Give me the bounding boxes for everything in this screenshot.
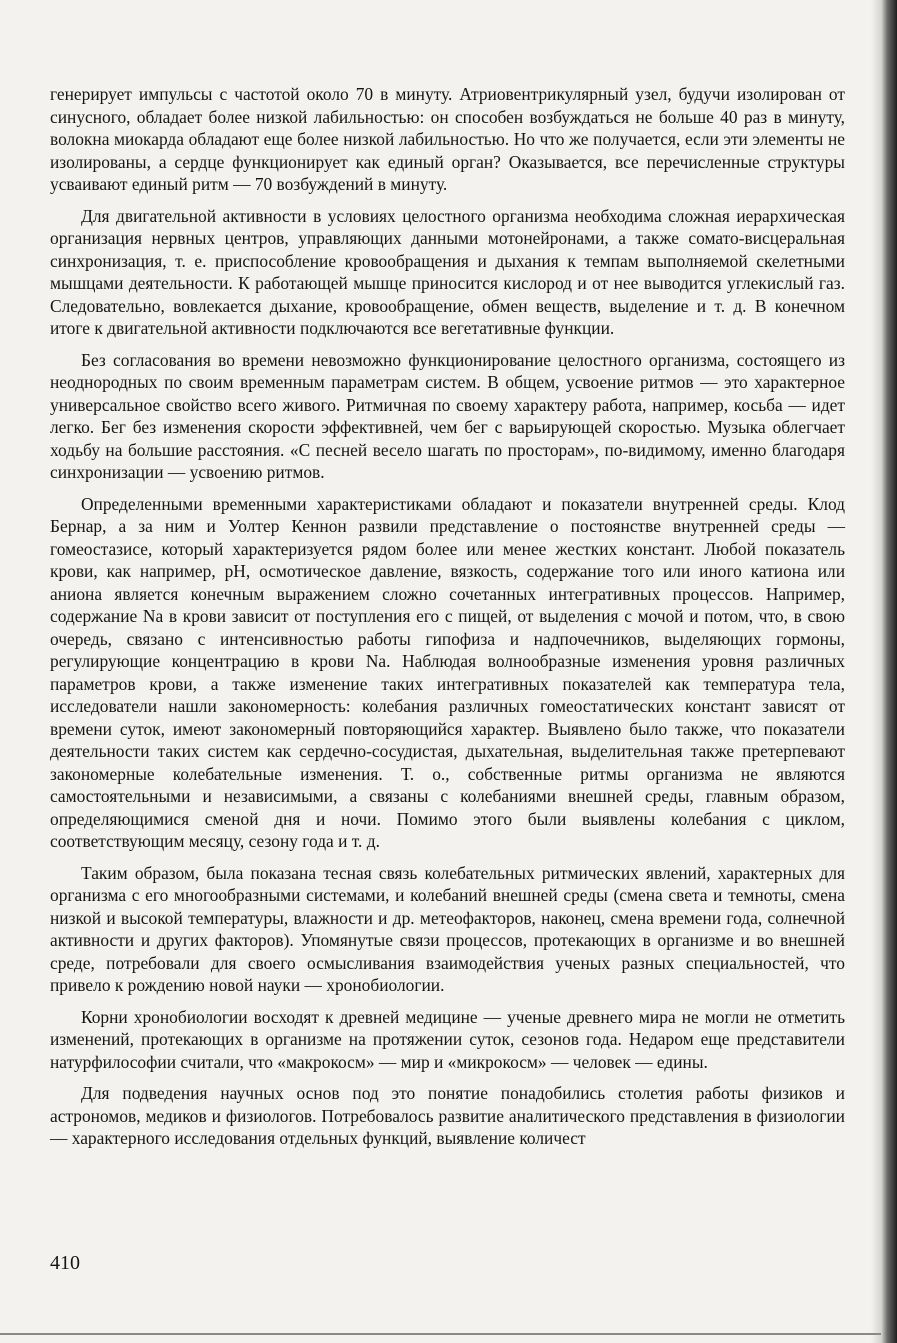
paragraph-2: Для двигательной активности в условиях целостного организма необходима сложная иерархическая организация нервных центров, управляющих данными мотонейронами, а также сомато-висцеральная синхронизация, т. е. приспособление кровообращения и дыхания к темпам выполняемой скелетными мышцами деятельности. К работающей мышце приносится кислород и от нее выводится углекислый газ. Следовательно, вовлекается дыхание, кровообращение, обмен веществ, выделение и т. д. В конечном итоге к двигательной активности подключаются все вегетативные функции.	[50, 205, 845, 338]
paragraph-1: генерирует импульсы с частотой около 70 в минуту. Атриовентрикулярный узел, будучи изолирован от синусного, обладает более низкой лабильностью: он способен возбуждаться не больше 40 раз в минуту, волокна миокарда обладают еще более низкой лабильностью. Но что же получается, если эти элементы не изолированы, а сердце функционирует как единый орган? Оказывается, все перечисленные структуры усваивают единый ритм — 70 возбуждений в минуту.	[50, 84, 845, 194]
paragraph-3: Без согласования во времени невозможно функционирование целостного организма, состоящего из неоднородных по своим временным параметрам систем. В общем, усвоение ритмов — это характерное универсальное свойство всего живого. Ритмичная по своему характеру работа, например, косьба — идет легко. Бег без изменения скорости эффективней, чем бег с варьирующей скоростью. Музыка облегчает ходьбу на большие расстояния. «С песней весело шагать по просторам», по-видимому, именно благодаря синхронизации — усвоению ритмов.	[50, 349, 845, 482]
page-number: 410	[50, 1252, 80, 1274]
paragraph-4: Определенными временными характеристиками обладают и показатели внутренней среды. Клод Бернар, а за ним и Уолтер Кеннон развили представление о постоянстве внутренней среды — гомеостазисе, который характеризуется рядом более или менее жестких констант. Любой показатель крови, как например, pH, осмотическое давление, вязкость, содержание того или иного катиона или аниона является конечным выражением сложно сочетанных интегративных процессов. Например, содержание Na в крови зависит от поступления его с пищей, от выделения с мочой и потом, что, в свою очередь, связано с интенсивностью работы гипофиза и надпочечников, выделяющих гормоны, регулирующие концентрацию в крови Na. Наблюдая волнообразные изменения уровня различных параметров крови, а также изменение таких интегративных показателей как температура тела, исследователи нашли закономерность: колебания различных гомеостатических констант зависят от времени суток, имеют закономерный повторяющийся характер. Выявлено было также, что показатели деятельности таких систем как сердечно-сосудистая, дыхательная, выделительная также претерпевают закономерные колебательные изменения. Т. о., собственные ритмы организма не являются самостоятельными и независимыми, а связаны с колебаниями внешней среды, главным образом, определяющимися сменой дня и ночи. Помимо этого были выявлены колебания с циклом, соответствующим месяцу, сезону года и т. д.	[50, 493, 845, 851]
page-text	[50, 83, 845, 1150]
paragraph-7: Для подведения научных основ под это понятие понадобились столетия работы физиков и астрономов, медиков и физиологов. Потребовалось развитие аналитического представления в физиологии — характерного исследования отдельных функций, выявление количест	[50, 1083, 845, 1148]
paragraph-5: Таким образом, была показана тесная связь колебательных ритмических явлений, характерных для организма с его многообразными системами, и колебаний внешней среды (смена света и темноты, смена низкой и высокой температуры, влажности и др. метеофакторов, наконец, смена времени года, солнечной активности и других факторов). Упомянутые связи процессов, протекающих в организме и во внешней среде, потребовали для своего осмысливания взаимодействия ученых разных специальностей, что привело к рождению новой науки — хронобиологии.	[50, 862, 845, 995]
bottom-rule	[0, 1333, 881, 1335]
page-edge	[881, 0, 897, 1343]
paragraph-6: Корни хронобиологии восходят к древней медицине — ученые древнего мира не могли не отметить изменений, протекающих в организме на протяжении суток, сезонов года. Недаром еще представители натурфилософии считали, что «макрокосм» — мир и «микрокосм» — человек — едины.	[50, 1006, 845, 1072]
page-edge-shadow	[871, 0, 881, 1343]
